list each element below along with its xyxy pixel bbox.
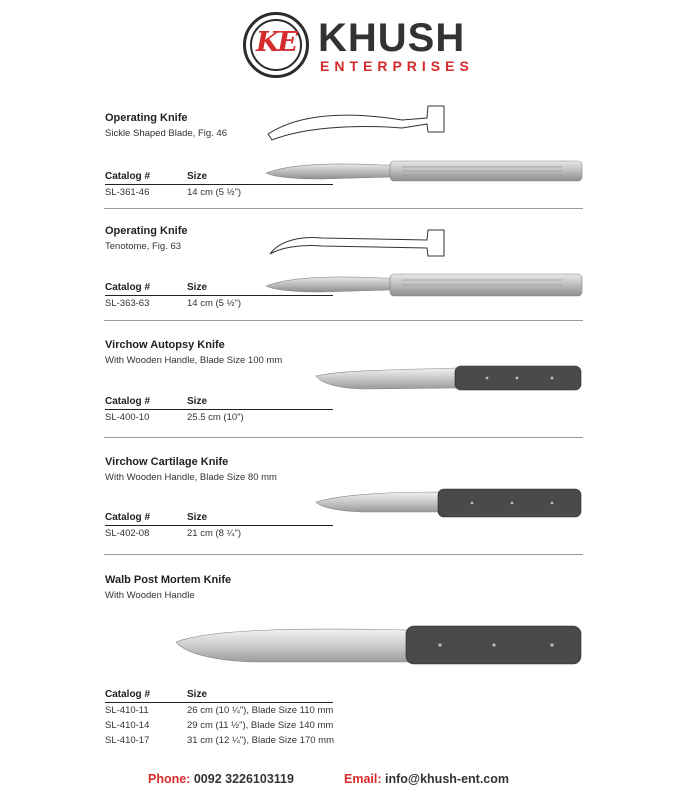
table-header-rule <box>105 525 333 526</box>
phone-contact <box>148 772 294 786</box>
table-header-rule <box>105 184 333 185</box>
knife-outline-drawing <box>262 100 450 144</box>
section-divider <box>104 554 583 555</box>
catalog-header: Catalog # <box>105 282 151 293</box>
product-title: Walb Post Mortem Knife <box>105 574 232 586</box>
knife-photo <box>312 362 584 394</box>
email-label: Email: <box>344 772 382 786</box>
brand-tagline: ENTERPRISES <box>320 58 474 74</box>
knife-photo <box>172 622 584 672</box>
size-header: Size <box>187 512 208 523</box>
email-contact <box>344 772 509 786</box>
product-subtitle: With Wooden Handle, Blade Size 80 mm <box>105 472 277 483</box>
catalog-number: SL-363-63 <box>105 298 150 309</box>
size-value: 14 cm (5 ½") <box>187 298 242 309</box>
size-value: 25.5 cm (10") <box>187 412 244 423</box>
product-subtitle: Tenotome, Fig. 63 <box>105 241 182 252</box>
section-divider <box>104 208 583 209</box>
header <box>0 0 689 90</box>
section-divider <box>104 437 583 438</box>
size-header: Size <box>187 396 208 407</box>
table-header-rule <box>105 409 333 410</box>
catalog-header: Catalog # <box>105 396 151 407</box>
email-value[interactable]: info@khush-ent.com <box>385 772 509 786</box>
catalog-number: SL-361-46 <box>105 187 150 198</box>
size-header: Size <box>187 282 208 293</box>
size-header: Size <box>187 171 208 182</box>
catalog-header: Catalog # <box>105 512 151 523</box>
table-header-rule <box>105 702 333 703</box>
brand-logo <box>243 12 309 78</box>
footer-contact <box>0 772 689 792</box>
size-value: 29 cm (11 ½"), Blade Size 140 mm <box>187 720 334 731</box>
product-subtitle: With Wooden Handle, Blade Size 100 mm <box>105 355 283 366</box>
product-title: Virchow Autopsy Knife <box>105 339 225 351</box>
product-subtitle: With Wooden Handle <box>105 590 195 601</box>
size-value: 21 cm (8 ¼") <box>187 528 242 539</box>
knife-outline-drawing <box>262 226 450 262</box>
section-divider <box>104 320 583 321</box>
catalog-number: SL-410-14 <box>105 720 150 731</box>
phone-label: Phone: <box>148 772 191 786</box>
catalog-number: SL-410-11 <box>105 705 149 716</box>
catalog-number: SL-402-08 <box>105 528 150 539</box>
product-title: Operating Knife <box>105 225 188 237</box>
size-header: Size <box>187 689 208 700</box>
knife-photo <box>312 486 584 520</box>
catalog-header: Catalog # <box>105 171 151 182</box>
catalog-number: SL-410-17 <box>105 735 150 746</box>
product-title: Operating Knife <box>105 112 188 124</box>
brand-monogram: KE <box>255 27 297 58</box>
catalog-number: SL-400-10 <box>105 412 150 423</box>
product-title: Virchow Cartilage Knife <box>105 456 229 468</box>
product-subtitle: Sickle Shaped Blade, Fig. 46 <box>105 128 227 139</box>
knife-photo <box>262 155 584 187</box>
brand-name: KHUSH <box>318 16 466 60</box>
size-value: 26 cm (10 ¼"), Blade Size 110 mm <box>187 705 334 716</box>
phone-value: 0092 3226103119 <box>193 772 294 786</box>
size-value: 14 cm (5 ½") <box>187 187 242 198</box>
table-header-rule <box>105 295 333 296</box>
catalog-header: Catalog # <box>105 689 151 700</box>
size-value: 31 cm (12 ¼"), Blade Size 170 mm <box>187 735 334 746</box>
